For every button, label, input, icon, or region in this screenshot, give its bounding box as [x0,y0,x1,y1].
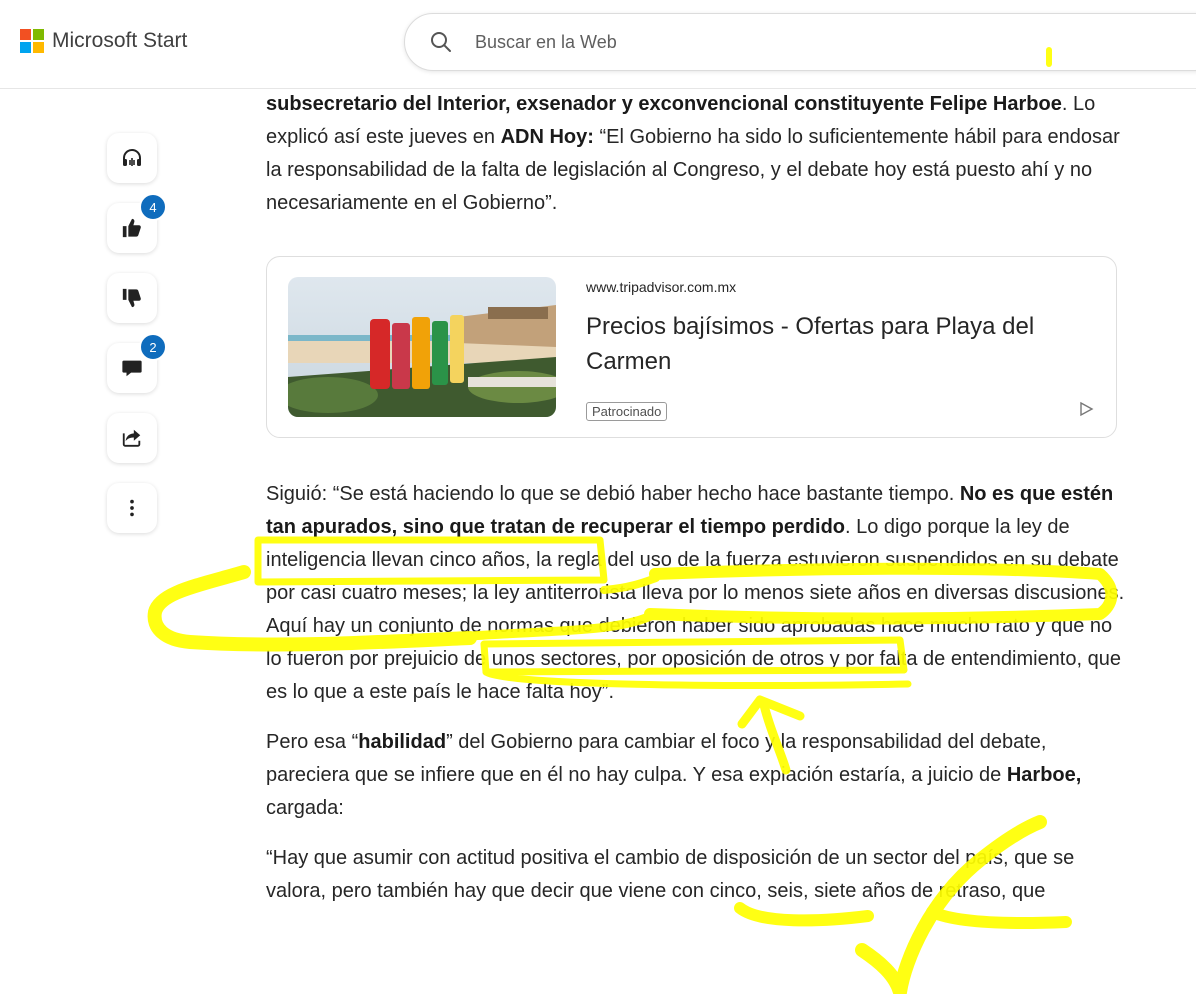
ad-source[interactable]: www.tripadvisor.com.mx [586,279,737,295]
bold-text: habilidad [358,731,447,753]
article-paragraph: Siguió: “Se está haciendo lo que se debió haber hecho hace bastante tiempo. No es que estén tan apurados, sino que tratan de recuperar el tiempo perdido. Lo digo porque la ley de inteligencia llevan cinco años, la regla del uso de la fuerza estuvieron suspendidos en su debate por casi cuatro meses; la ley antiterrorista lleva por lo menos siete años en diversas discusiones. Aquí hay un conjunto de normas que debieron haber sido aprobadas hace mucho rato y que no lo fueron por prejuicio de unos sectores, por oposición de otros y por falta de entendimiento, que es lo que a este país le hace falta hoy”. [266,483,1125,703]
sponsored-ad-card[interactable] [266,256,1117,438]
thumbs-up-icon [121,217,143,239]
brand-logo[interactable] [20,29,187,53]
bold-text: No es que estén tan apurados, sino que tratan de recuperar el tiempo perdido [266,483,1114,538]
like-count-badge: 4 [139,193,167,221]
share-icon [121,427,143,449]
ad-choices-icon[interactable] [1078,401,1094,417]
sponsored-label: Patrocinado [586,402,667,421]
more-options-button[interactable] [107,483,157,533]
ad-title[interactable]: Precios bajísimos - Ofertas para Playa del Carmen [586,313,1035,375]
search-box[interactable] [404,13,1196,71]
search-icon[interactable] [429,30,453,54]
more-vertical-icon [121,497,143,519]
microsoft-logo-icon [20,29,44,53]
comment-icon [121,357,143,379]
article-paragraph: “Hay que asumir con actitud positiva el cambio de disposición de un sector del país, que se valora, pero también hay que decir que viene con cinco, seis, siete años de retraso, que [266,847,1075,902]
comments-button[interactable] [107,339,157,393]
comment-count-badge: 2 [139,333,167,361]
article-paragraph: subsecretario del Interior, exsenador y exconvencional constituyente Felipe Harboe. Lo explicó así este jueves en ADN Hoy: “El Gobierno ha sido lo suficientemente hábil para endosar la responsabilidad de la falta de legislación al Congreso, y el debate hoy está puesto ahí y no necesariamente en el Gobierno”. [266,93,1120,214]
dislike-button[interactable] [107,273,157,323]
bold-text: Harboe, [1006,764,1082,786]
ad-image[interactable] [288,277,556,417]
brand-name: Microsoft Start [52,29,188,52]
headphones-icon [120,146,144,170]
thumbs-down-icon [121,287,143,309]
bold-text: ADN Hoy: [500,126,594,148]
article-paragraph: Pero esa “habilidad” del Gobierno para cambiar el foco y la responsabilidad del debate, pareciera que se infiere que en él no hay culpa. Y esa expiación estaría, a juicio de Harboe, cargada: [266,731,1082,819]
top-bar [0,0,1196,89]
search-input[interactable] [475,32,1075,53]
bold-text: subsecretario del Interior, exsenador y exconvencional constituyente Felipe Harboe [266,93,1062,115]
share-button[interactable] [107,413,157,463]
listen-button[interactable] [107,133,157,183]
like-button[interactable] [107,199,157,253]
